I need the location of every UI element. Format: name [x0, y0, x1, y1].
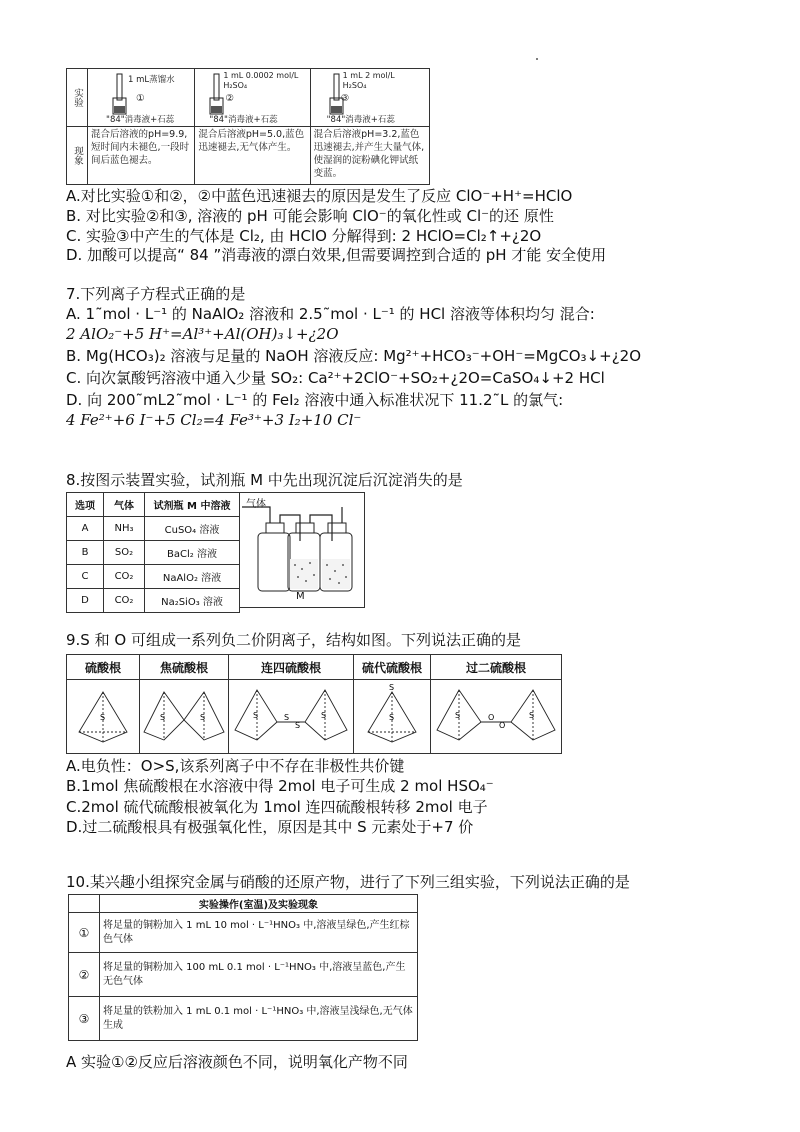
- svg-text:S: S: [295, 721, 301, 730]
- tube-label-2: 1 mL 0.0002 mol/L H₂SO₄: [223, 71, 299, 90]
- peroxydisulfate-structure: [431, 680, 562, 754]
- q8-reagent-table: [66, 492, 240, 613]
- tube-number-2: ②: [225, 93, 234, 104]
- svg-text:S: S: [100, 713, 106, 722]
- svg-text:S: S: [389, 683, 395, 692]
- q9-option-c: C.2mol 硫代硫酸根被氧化为 1mol 连四硫酸根转移 2mol 电子: [66, 798, 488, 816]
- tube-label-1: 1 mL蒸馏水: [128, 75, 175, 85]
- speck: [536, 58, 538, 60]
- q8-row-gas: NH₃: [104, 517, 145, 541]
- q9-option-a: A.电负性：O>S,该系列离子中不存在非极性共价键: [66, 757, 405, 775]
- phenomenon-3: 混合后溶液pH=3.2,蓝色迅速褪去,并产生大量气体,使湿润的淀粉碘化钾试纸变蓝。: [310, 127, 429, 185]
- q8-row-solution: BaCl₂ 溶液: [145, 541, 240, 565]
- q8-row-option: A: [67, 517, 104, 541]
- svg-text:S: S: [253, 711, 259, 720]
- tetrahedron-diagram: [354, 680, 430, 750]
- q8-row-gas: SO₂: [104, 541, 145, 565]
- q8-row-option: D: [67, 589, 104, 613]
- q8-row-option: C: [67, 565, 104, 589]
- q6-option-b: B. 对比实验②和③, 溶液的 pH 可能会影响 ClO⁻的氧化性或 Cl⁻的还 原性: [66, 207, 554, 225]
- tetrathionate-structure: [229, 680, 354, 754]
- q9-stem: 9.S 和 O 可组成一系列负二价阴离子，结构如图。下列说法正确的是: [66, 631, 521, 649]
- q9-header: 连四硫酸根: [229, 655, 354, 680]
- thiosulfate-structure: [354, 680, 431, 754]
- q8-header-solution: 试剂瓶 M 中溶液: [145, 493, 240, 517]
- q7-option-d: D. 向 200˜mL2˜mol · L⁻¹ 的 FeI₂ 溶液中通入标准状况下 11.2˜L 的氯气:: [66, 391, 564, 409]
- q7-option-d-equation: 4 Fe²⁺+6 I⁻+5 Cl₂=4 Fe³⁺+3 I₂+10 Cl⁻: [66, 411, 362, 429]
- q7-stem: 7.下列离子方程式正确的是: [66, 285, 246, 303]
- q8-header-option: 选项: [67, 493, 104, 517]
- q9-structure-table: [66, 654, 562, 754]
- q9-header: 过二硫酸根: [431, 655, 562, 680]
- svg-text:S: S: [389, 713, 395, 722]
- q8-row-gas: CO₂: [104, 565, 145, 589]
- q10-header: 实验操作(室温)及实验现象: [100, 895, 418, 913]
- q8-apparatus-panel: [240, 492, 365, 608]
- tube-label-3: 1 mL 2 mol/L H₂SO₄: [342, 71, 395, 90]
- q7-option-a-equation: 2 AlO₂⁻+5 H⁺=Al³⁺+Al(OH)₃↓+¿2O: [66, 325, 339, 343]
- svg-text:O: O: [488, 713, 495, 722]
- phenomenon-1: 混合后溶液的pH=9.9,短时间内未褪色,一段时间后蓝色褪去。: [88, 127, 195, 185]
- gas-inlet-label: 气体: [246, 499, 266, 510]
- svg-text:S: S: [321, 711, 327, 720]
- chain-tetrahedron-diagram: [229, 680, 353, 750]
- q7-option-c: C. 向次氯酸钙溶液中通入少量 SO₂: Ca²⁺+2ClO⁻+SO₂+¿2O=CaSO₄↓+2 HCl: [66, 369, 605, 387]
- experiment-table-84: [66, 68, 430, 185]
- q10-row-text: 将足量的铜粉加入 1 mL 10 mol · L⁻¹HNO₃ 中,溶液呈绿色,产生红棕色气体: [100, 913, 418, 953]
- q7-option-b: B. Mg(HCO₃)₂ 溶液与足量的 NaOH 溶液反应: Mg²⁺+HCO₃⁻+OH⁻=MgCO₃↓+¿2O: [66, 347, 642, 365]
- q8-stem: 8.按图示装置实验，试剂瓶 M 中先出现沉淀后沉淀消失的是: [66, 471, 463, 489]
- q8-row-solution: NaAlO₂ 溶液: [145, 565, 240, 589]
- svg-text:S: S: [529, 711, 535, 720]
- q9-option-d: D.过二硫酸根具有极强氧化性，原因是其中 S 元素处于+7 价: [66, 818, 474, 836]
- tetrahedron-diagram: [67, 680, 139, 750]
- q10-row-number: ②: [69, 953, 100, 997]
- q8-row-gas: CO₂: [104, 589, 145, 613]
- q10-stem: 10.某兴趣小组探究金属与硝酸的还原产物，进行了下列三组实验，下列说法正确的是: [66, 873, 630, 891]
- tube-beneath-1: "84"消毒液+石蕊: [106, 115, 175, 125]
- q8-row-option: B: [67, 541, 104, 565]
- row-header-experiment: 实验: [67, 69, 88, 127]
- peroxo-tetrahedron-diagram: [431, 680, 561, 750]
- q10-option-a: A 实验①②反应后溶液颜色不同，说明氧化产物不同: [66, 1053, 408, 1071]
- tube-beneath-2: "84"消毒液+石蕊: [209, 115, 278, 125]
- q10-header-blank: [69, 895, 100, 913]
- bottle-m-label: M: [296, 591, 305, 602]
- svg-text:S: S: [200, 713, 206, 722]
- q6-option-a: A.对比实验①和②，②中蓝色迅速褪去的原因是发生了反应 ClO⁻+H⁺=HClO: [66, 187, 573, 205]
- q10-row-text: 将足量的铁粉加入 1 mL 0.1 mol · L⁻¹HNO₃ 中,溶液呈浅绿色,无气体生成: [100, 997, 418, 1041]
- q8-row-solution: CuSO₄ 溶液: [145, 517, 240, 541]
- q7-option-a: A. 1˜mol · L⁻¹ 的 NaAlO₂ 溶液和 2.5˜mol · L⁻¹ 的 HCl 溶液等体积均匀 混合:: [66, 305, 595, 323]
- q10-row-text: 将足量的铜粉加入 100 mL 0.1 mol · L⁻¹HNO₃ 中,溶液呈蓝色,产生无色气体: [100, 953, 418, 997]
- experiment-cell-1: [88, 69, 195, 127]
- experiment-cell-3: [310, 69, 429, 127]
- phenomenon-2: 混合后溶液pH=5.0,蓝色迅速褪去,无气体产生。: [195, 127, 310, 185]
- q9-header: 焦硫酸根: [140, 655, 229, 680]
- experiment-cell-2: [195, 69, 310, 127]
- double-tetrahedron-diagram: [140, 680, 228, 750]
- q8-header-gas: 气体: [104, 493, 145, 517]
- q10-row-number: ①: [69, 913, 100, 953]
- q10-row-number: ③: [69, 997, 100, 1041]
- sulfate-structure: [67, 680, 140, 754]
- q8-row-solution: Na₂SiO₃ 溶液: [145, 589, 240, 613]
- q10-experiment-table: [68, 894, 418, 1041]
- tube-number-1: ①: [136, 93, 145, 104]
- svg-text:S: S: [455, 711, 461, 720]
- q6-option-c: C. 实验③中产生的气体是 Cl₂, 由 HClO 分解得到: 2 HClO=Cl₂↑+¿2O: [66, 227, 542, 245]
- pyrosulfate-structure: [140, 680, 229, 754]
- tube-beneath-3: "84"消毒液+石蕊: [326, 115, 395, 125]
- tube-number-3: ③: [340, 93, 350, 104]
- q9-header: 硫代硫酸根: [354, 655, 431, 680]
- svg-text:S: S: [284, 713, 290, 722]
- q9-header: 硫酸根: [67, 655, 140, 680]
- q6-option-d: D. 加酸可以提高“ 84 ”消毒液的漂白效果,但需要调控到合适的 pH 才能 安全使用: [66, 246, 607, 264]
- svg-text:S: S: [160, 713, 166, 722]
- gas-washing-bottles-diagram: [240, 493, 364, 607]
- row-header-phenomenon: 现象: [67, 127, 88, 185]
- q9-option-b: B.1mol 焦硫酸根在水溶液中得 2mol 电子可生成 2 mol HSO₄⁻: [66, 777, 494, 795]
- svg-text:O: O: [499, 721, 506, 730]
